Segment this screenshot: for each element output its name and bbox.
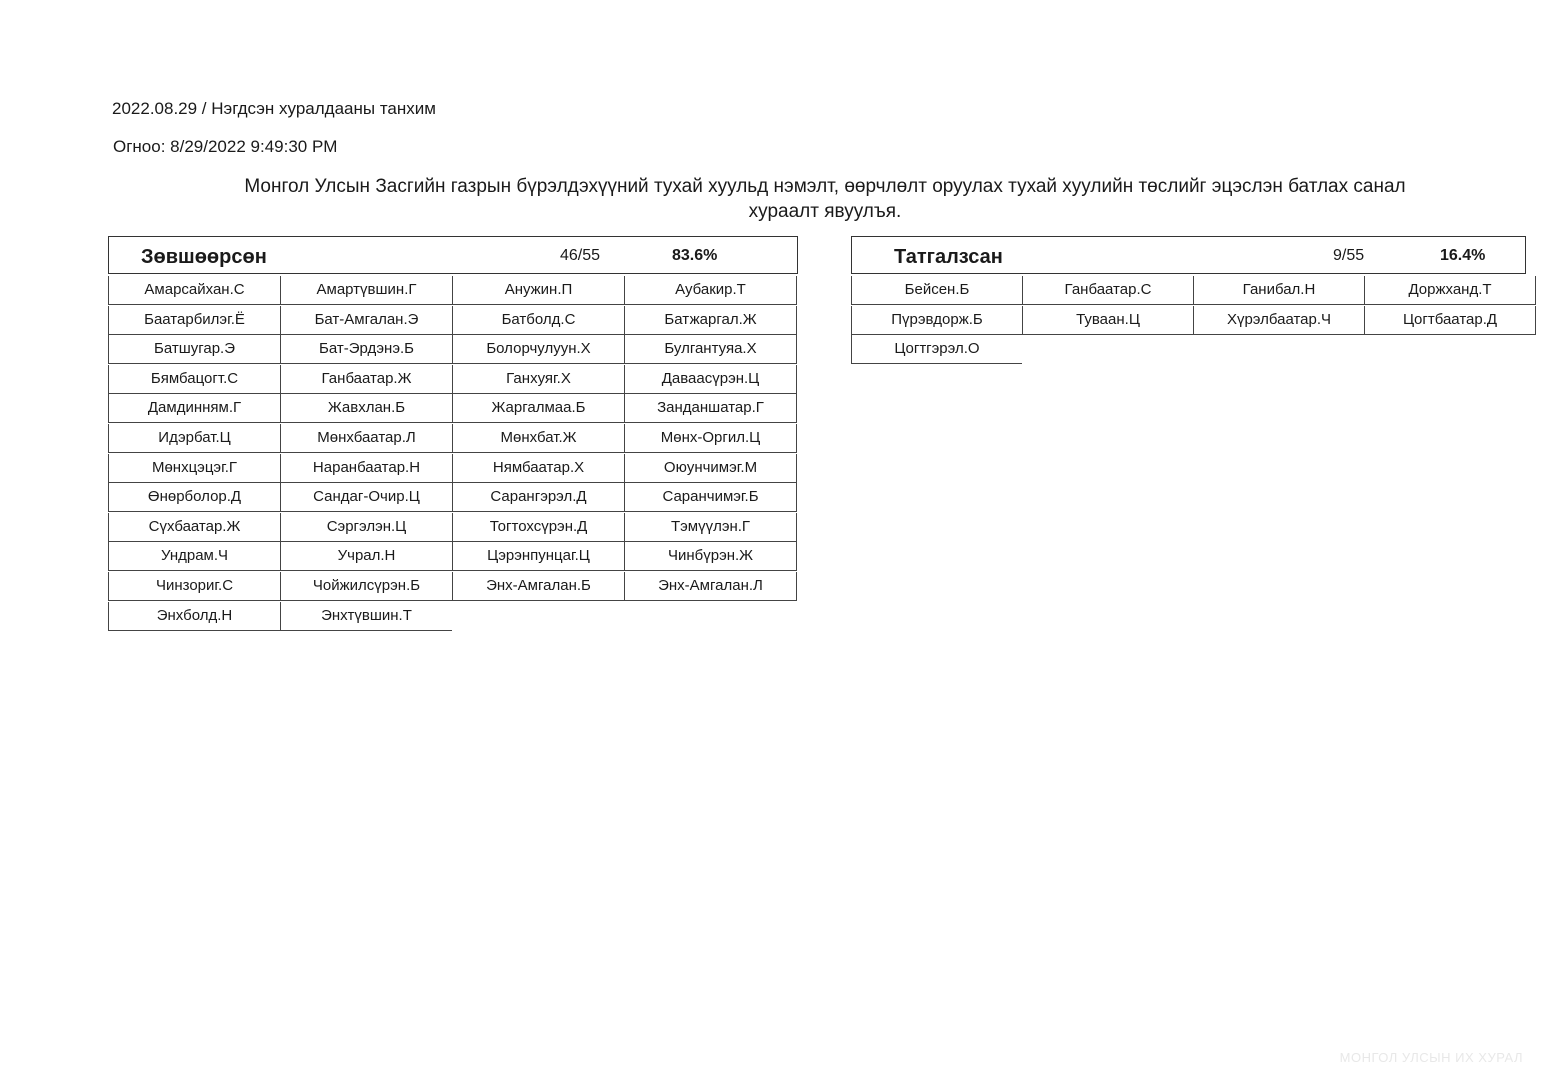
- member-name-cell: Ганбаатар.С: [1022, 276, 1193, 305]
- motion-title-line-1: Монгол Улсын Засгийн газрын бүрэлдэхүүний тухай хуульд нэмэлт, өөрчлөлт оруулах тухай хуулийн төслийг эцэслэн батлах санал: [244, 176, 1406, 197]
- member-name-cell: Амарсайхан.С: [108, 276, 280, 305]
- member-name-cell: Жаргалмаа.Б: [452, 394, 624, 423]
- member-name-cell: Мөнхцэцэг.Г: [108, 454, 280, 483]
- motion-title: [130, 174, 1520, 224]
- member-name-cell: Энхтүвшин.Т: [280, 602, 452, 631]
- member-name-cell: Даваасүрэн.Ц: [624, 365, 797, 394]
- member-name-cell: Ундрам.Ч: [108, 542, 280, 571]
- member-name-cell: Сэргэлэн.Ц: [280, 513, 452, 542]
- member-name-cell: Сандаг-Очир.Ц: [280, 483, 452, 512]
- member-name-cell: Анужин.П: [452, 276, 624, 305]
- member-name-cell: Дамдинням.Г: [108, 394, 280, 423]
- member-name-cell: Энхболд.Н: [108, 602, 280, 631]
- member-name-cell: Ганхуяг.Х: [452, 365, 624, 394]
- member-name-cell: Чинзориг.С: [108, 572, 280, 601]
- approved-header: [108, 236, 798, 274]
- member-name-cell: Болорчулуун.Х: [452, 335, 624, 364]
- member-name-cell: Жавхлан.Б: [280, 394, 452, 423]
- approved-count: 46/55: [560, 247, 601, 264]
- member-name-cell: Ганбаатар.Ж: [280, 365, 452, 394]
- member-name-cell: Сүхбаатар.Ж: [108, 513, 280, 542]
- session-date-line: Огноо: 8/29/2022 9:49:30 PM: [113, 137, 338, 156]
- member-name-cell: Мөнх-Оргил.Ц: [624, 424, 797, 453]
- member-name-cell: Тэмүүлэн.Г: [624, 513, 797, 542]
- member-name-cell: Учрал.Н: [280, 542, 452, 571]
- member-name-cell: Тогтохсүрэн.Д: [452, 513, 624, 542]
- member-name-cell: Нямбаатар.Х: [452, 454, 624, 483]
- member-name-cell: Цогтбаатар.Д: [1364, 306, 1536, 335]
- member-name-cell: Туваан.Ц: [1022, 306, 1193, 335]
- approved-title: Зөвшөөрсөн: [141, 246, 267, 268]
- member-name-cell: Энх-Амгалан.Б: [452, 572, 624, 601]
- member-name-cell: Наранбаатар.Н: [280, 454, 452, 483]
- session-venue-line: 2022.08.29 / Нэгдсэн хуралдааны танхим: [112, 99, 436, 118]
- motion-title-line-2: хураалт явуулъя.: [748, 201, 902, 222]
- member-name-cell: Батшугар.Э: [108, 335, 280, 364]
- member-name-cell: Батжаргал.Ж: [624, 306, 797, 335]
- member-name-cell: Бат-Амгалан.Э: [280, 306, 452, 335]
- member-name-cell: Энх-Амгалан.Л: [624, 572, 797, 601]
- member-name-cell: Аубакир.Т: [624, 276, 797, 305]
- member-name-cell: Чойжилсүрэн.Б: [280, 572, 452, 601]
- member-name-cell: Цогтгэрэл.О: [851, 335, 1022, 364]
- member-name-cell: Баатарбилэг.Ё: [108, 306, 280, 335]
- member-name-cell: Сарангэрэл.Д: [452, 483, 624, 512]
- member-name-cell: Булгантуяа.Х: [624, 335, 797, 364]
- member-name-cell: Мөнхбаатар.Л: [280, 424, 452, 453]
- member-name-cell: Мөнхбат.Ж: [452, 424, 624, 453]
- member-name-cell: Занданшатар.Г: [624, 394, 797, 423]
- member-name-cell: Батболд.С: [452, 306, 624, 335]
- member-name-cell: Бат-Эрдэнэ.Б: [280, 335, 452, 364]
- rejected-count: 9/55: [1333, 247, 1365, 264]
- member-name-cell: Идэрбат.Ц: [108, 424, 280, 453]
- member-name-cell: Ганибал.Н: [1193, 276, 1364, 305]
- rejected-header: [851, 236, 1526, 274]
- member-name-cell: Бейсен.Б: [851, 276, 1022, 305]
- member-name-cell: Хүрэлбаатар.Ч: [1193, 306, 1364, 335]
- member-name-cell: Бямбацогт.С: [108, 365, 280, 394]
- rejected-percent: 16.4%: [1440, 247, 1486, 264]
- member-name-cell: Чинбүрэн.Ж: [624, 542, 797, 571]
- member-name-cell: Саранчимэг.Б: [624, 483, 797, 512]
- member-name-cell: Пүрэвдорж.Б: [851, 306, 1022, 335]
- member-name-cell: Цэрэнпунцаг.Ц: [452, 542, 624, 571]
- member-name-cell: Доржханд.Т: [1364, 276, 1536, 305]
- watermark: МОНГОЛ УЛСЫН ИХ ХУРАЛ: [1339, 1050, 1523, 1065]
- member-name-cell: Өнөрболор.Д: [108, 483, 280, 512]
- member-name-cell: Оюунчимэг.М: [624, 454, 797, 483]
- rejected-title: Татгалзсан: [894, 246, 1003, 268]
- approved-percent: 83.6%: [672, 247, 718, 264]
- member-name-cell: Амартүвшин.Г: [280, 276, 452, 305]
